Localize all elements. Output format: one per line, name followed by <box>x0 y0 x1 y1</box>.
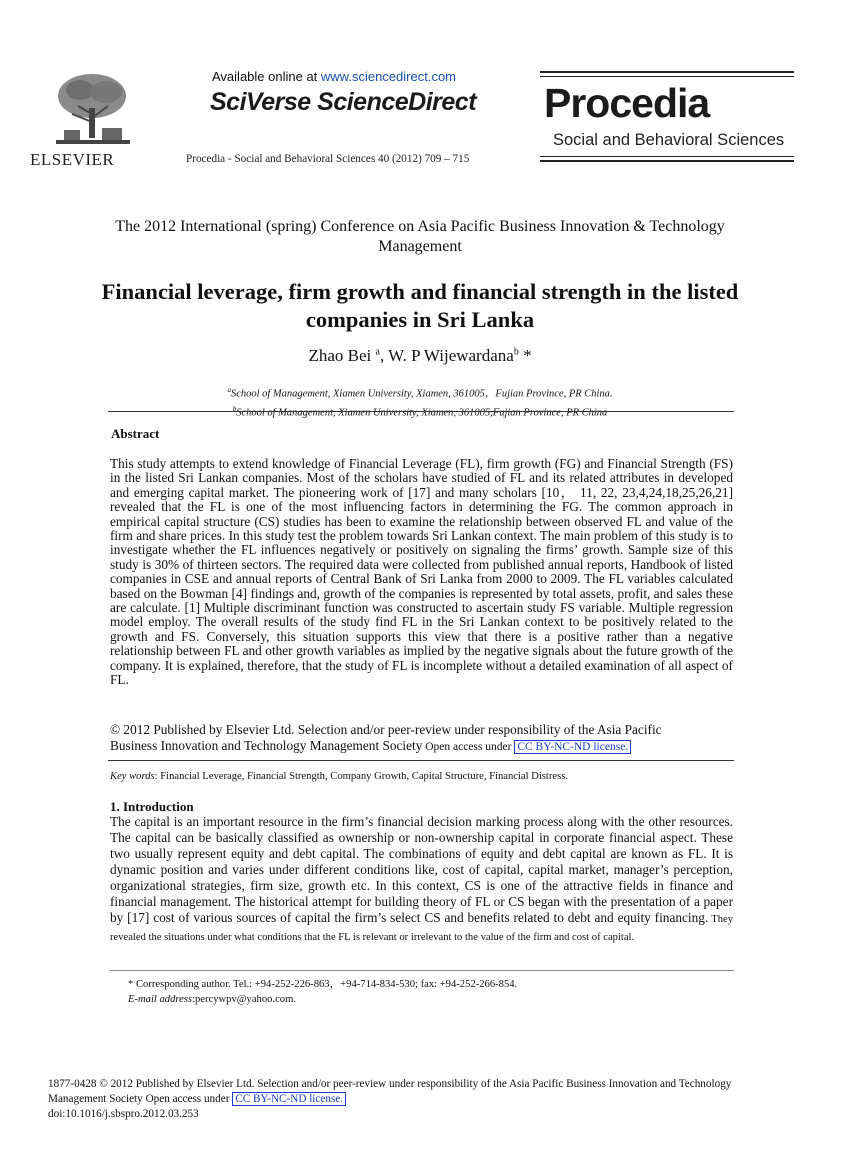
abstract-top-rule <box>108 411 734 412</box>
author-1: Zhao Bei <box>308 346 376 365</box>
affiliation-a: $^a$School of Management, Xiamen University, Xiamen, 361005，Fujian Province, PR China. <box>227 386 613 400</box>
copyright-line-2: Business Innovation and Technology Management Society Open access under CC BY-NC-ND license. <box>110 738 750 755</box>
footer-line-1: 1877-0428 © 2012 Published by Elsevier Ltd. Selection and/or peer-review under responsibility of the Asia Pacific Business Innovation and Technology <box>48 1078 732 1090</box>
affiliations <box>100 383 740 420</box>
keywords-label: Key words <box>110 771 155 782</box>
author-2-sup: b <box>513 346 519 358</box>
copyright-notice <box>110 722 750 755</box>
page-footer <box>48 1077 818 1122</box>
paper-title: Financial leverage, firm growth and financial strength in the listed companies in Sri Lanka <box>101 279 739 332</box>
publisher-logo-text: ELSEVIER <box>30 150 115 169</box>
keywords-top-rule <box>108 760 734 761</box>
keywords-text: : Financial Leverage, Financial Strength, Company Growth, Capital Structure, Financial Distress. <box>154 771 568 782</box>
procedia-subtitle: Social and Behavioral Sciences <box>553 131 785 149</box>
availability-line <box>212 69 456 84</box>
procedia-top-rule <box>540 71 794 77</box>
footer-license-link[interactable]: CC BY-NC-ND license. <box>232 1092 346 1106</box>
sciencedirect-link[interactable]: www.sciencedirect.com <box>320 69 457 84</box>
introduction-heading: 1. Introduction <box>110 799 194 814</box>
email-line: E-mail address:percywpv@yahoo.com. <box>128 994 296 1005</box>
abstract-heading: Abstract <box>111 426 160 441</box>
conference-name: The 2012 International (spring) Conference on Asia Pacific Business Innovation & Technology Management <box>115 218 725 255</box>
availability-prefix: Available online at <box>212 69 321 84</box>
procedia-logo: Procedia <box>544 80 710 126</box>
author-list <box>100 346 740 366</box>
footnote-rule <box>110 970 734 971</box>
corresponding-star: * <box>518 346 532 365</box>
corresponding-author: * Corresponding author. Tel.: +94-252-226-863，+94-714-834-530; fax: +94-252-266-854. <box>128 979 518 990</box>
abstract-text: This study attempts to extend knowledge of Financial Leverage (FL), firm growth (FG) and Financial Strength (FS) in the listed Sri Lankan companies. Most of the scholars have studied of FL and its related attributes in developed and emerging capital market. The pioneering work of [17] and many scholars [10， 11, 22, 23,4,24,18,25,26,21] revealed that the FL is one of the most influencing factors in determining the FG. The common approach in empirical capital structure (CS) studies has been to examine the relationship between observed FL and value of the firm and share prices. In this study test the problem towards Sri Lankan context. The main problem of this study is to investigate whether the FL influences negatively or positively on signaling the firms’ growth. Sample size of this study is 30% of thirteen sectors. The required data were collected from published annual reports, Handbook of listed companies in CSE and annual reports of Central Bank of Sri Lanka from 2000 to 2009. The FL variables calculated based on the Bowman [4] findings and, growth of the companies is represented by total assets, profit, and sales these are calculate. [1] Multiple discriminant function was constructed to ascertain study FS variable. Multiple regression model employ. The overall results of the study find FL in the Sri Lankan context to be positively related to the growth and FS. Conversely, this situation supports this view that there is a positive rather than a negative relationship between FL and other growth variables as implied by the negative signals about the future growth of the company. It is explained, therefore, that the study of FL is incomplete without a detailed examination of all aspect of FL. <box>110 456 733 688</box>
footer-line-2: Management Society Open access under CC BY-NC-ND license. <box>48 1092 818 1107</box>
author-1-sup: a <box>375 346 380 358</box>
procedia-bottom-rule <box>540 156 794 162</box>
author-2: , W. P Wijewardana <box>379 346 514 365</box>
elsevier-tree-logo <box>52 70 134 148</box>
doi: doi:10.1016/j.sbspro.2012.03.253 <box>48 1108 199 1120</box>
copyright-line-1: © 2012 Published by Elsevier Ltd. Selection and/or peer-review under responsibility of the Asia Pacific <box>110 722 662 737</box>
introduction-text: The capital is an important resource in the firm’s financial decision marking process along with the other resources. The capital can be basically classified as ownership or non-ownership capital in corporate financial aspect. These two usually represent equity and debt capital. The combinations of equity and debt capital are known as FL. It is dynamic position and varies under different conditions like, cost of capital, capital market, manager’s perception, organizational strategies, firm size, growth etc. In this context, CS is one of the attractive fields in finance and financial management. The historical attempt for building theory of FL or CS began with the presentation of a paper by [17] cost of various sources of capital the firm’s select CS and benefits related to debt and equity financing. They revealed the situations under what conditions that the FL is relevant or irrelevant to the value of the firm and cost of capital. <box>110 814 733 943</box>
journal-citation: Procedia - Social and Behavioral Sciences 40 (2012) 709 – 715 <box>186 153 470 165</box>
sciverse-logo: SciVerse ScienceDirect <box>210 88 477 116</box>
affiliation-b: $^b$School of Management, Xiamen University, Xiamen, 361005,Fujian Province, PR China <box>232 404 608 418</box>
footnote <box>128 977 748 1007</box>
keywords <box>110 771 750 782</box>
license-link[interactable]: CC BY-NC-ND license. <box>514 740 631 754</box>
